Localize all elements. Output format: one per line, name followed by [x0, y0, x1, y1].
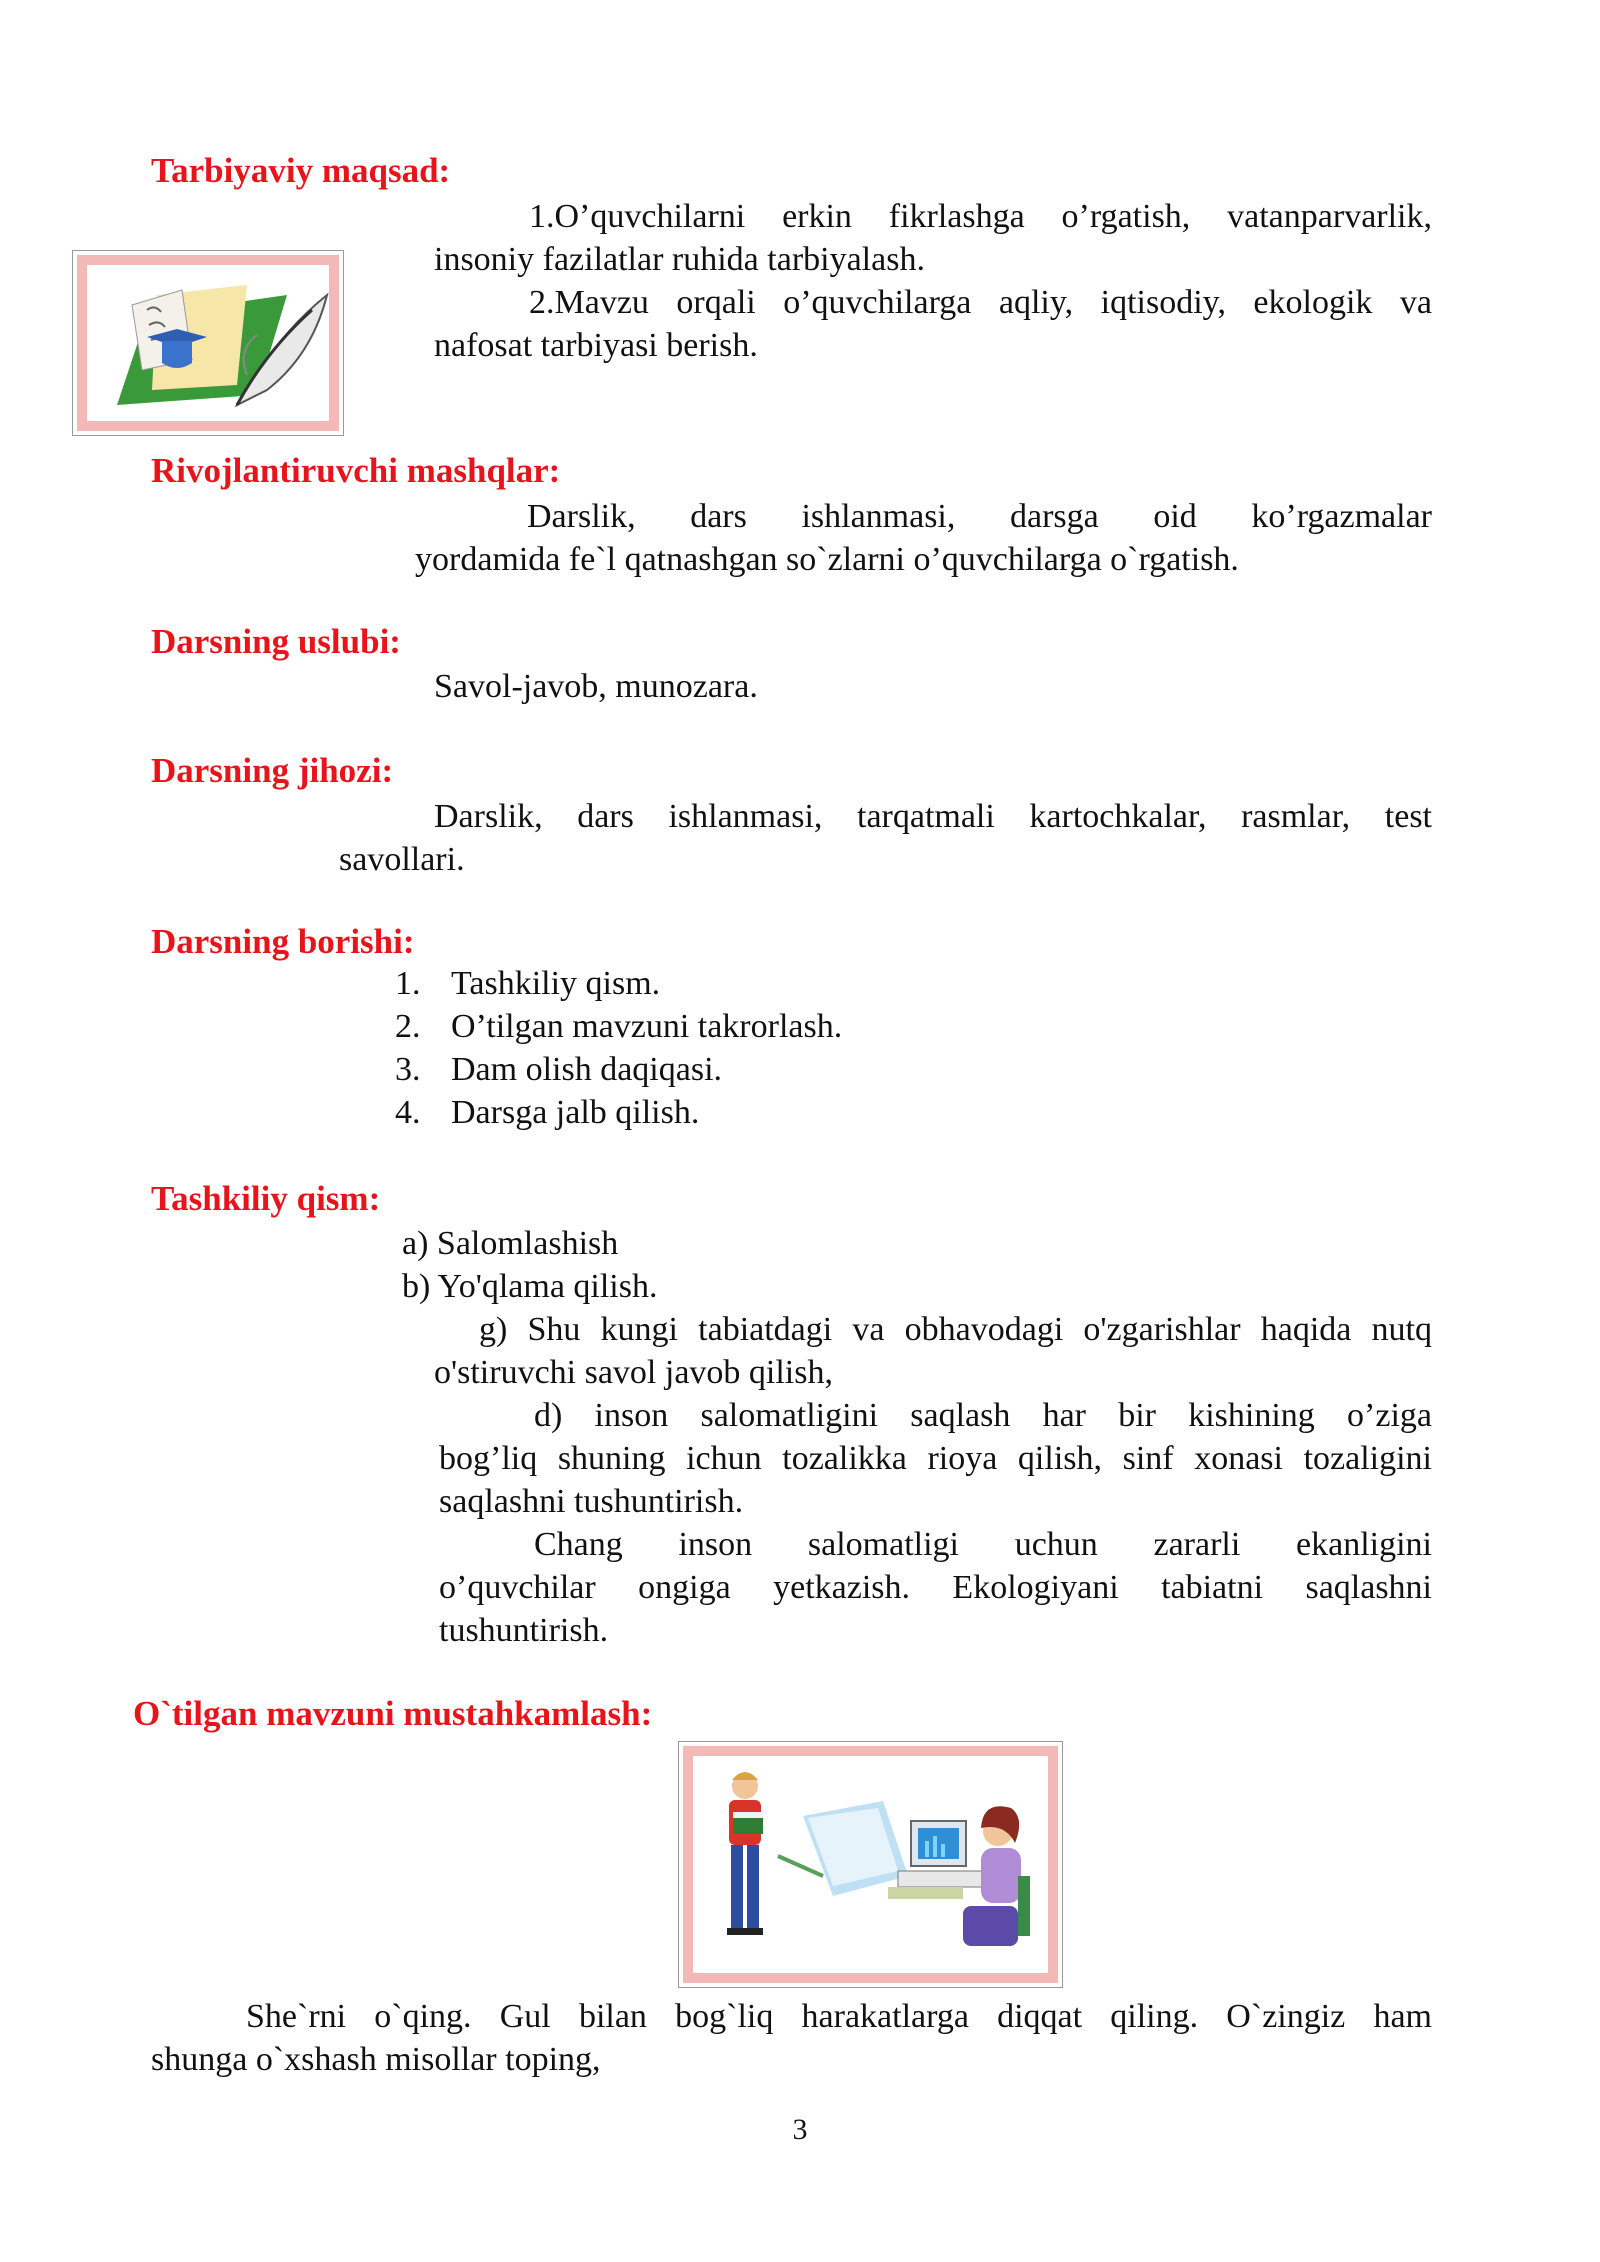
progress-item-4 [395, 1094, 699, 1132]
progress-item-3 [395, 1051, 722, 1089]
goal-paragraph [434, 195, 1432, 367]
page-number: 3 [792, 2113, 808, 2146]
reinforce-paragraph [151, 1995, 1432, 2081]
goal-line-2: insoniy fazilatlar ruhida tarbiyalash. [434, 241, 925, 278]
developing-line-1: Darslik, dars ishlanmasi, darsga oid ko’rgazmalar [527, 498, 1432, 535]
goal-line-1: 1.O’quvchilarni erkin fikrlashga o’rgatish, vatanparvarlik, [529, 198, 1432, 235]
method-text: Savol-javob, munozara. [434, 668, 758, 705]
org-item-d-line-3: saqlashni tushuntirish. [439, 1483, 744, 1520]
org-item-g [434, 1308, 1432, 1394]
heading-equipment: Darsning jihozi: [151, 751, 394, 790]
org-chang-paragraph [439, 1523, 1432, 1652]
goal-line-4: nafosat tarbiyasi berish. [434, 327, 758, 364]
progress-item-1 [395, 965, 660, 1003]
org-item-d-line-1: d) inson salomatligini saqlash har bir kishining o’ziga [534, 1397, 1432, 1434]
org-item-b: b) Yo'qlama qilish. [402, 1268, 658, 1305]
reinforce-line-2: shunga o`xshash misollar toping, [151, 2041, 601, 2078]
org-item-a: a) Salomlashish [402, 1225, 619, 1262]
developing-paragraph [415, 495, 1432, 581]
heading-reinforce: O`tilgan mavzuni mustahkamlash: [133, 1694, 653, 1733]
progress-item-4-text: Darsga jalb qilish. [451, 1094, 700, 1131]
equipment-line-1: Darslik, dars ishlanmasi, tarqatmali kartochkalar, rasmlar, test [434, 798, 1432, 835]
org-chang-line-3: tushuntirish. [439, 1612, 609, 1649]
heading-developing: Rivojlantiruvchi mashqlar: [151, 451, 561, 490]
developing-line-2: yordamida fe`l qatnashgan so`zlarni o’quvchilarga o`rgatish. [415, 541, 1239, 578]
education-clipart-icon [72, 250, 344, 436]
heading-goal: Tarbiyaviy maqsad: [151, 151, 451, 190]
progress-item-2-text: O’tilgan mavzuni takrorlash. [451, 1008, 843, 1045]
equipment-paragraph [339, 795, 1432, 881]
org-item-g-line-2: o'stiruvchi savol javob qilish, [434, 1354, 833, 1391]
heading-progress: Darsning borishi: [151, 922, 415, 961]
heading-organizational: Tashkiliy qism: [151, 1179, 381, 1218]
org-item-d [439, 1394, 1432, 1523]
org-item-d-line-2: bog’liq shuning ichun tozalikka rioya qilish, sinf xonasi tozaligini [439, 1440, 1432, 1477]
progress-item-3-text: Dam olish daqiqasi. [451, 1051, 723, 1088]
equipment-line-2: savollari. [339, 841, 465, 878]
students-computer-clipart-icon [678, 1741, 1063, 1988]
progress-item-1-text: Tashkiliy qism. [451, 965, 661, 1002]
heading-method: Darsning uslubi: [151, 622, 401, 661]
progress-item-3-num: 3. [395, 1051, 421, 1088]
reinforce-line-1: She`rni o`qing. Gul bilan bog`liq harakatlarga diqqat qiling. O`zingiz ham [246, 1998, 1432, 2035]
progress-item-4-num: 4. [395, 1094, 421, 1131]
progress-item-2 [395, 1008, 842, 1046]
progress-item-1-num: 1. [395, 965, 421, 1002]
progress-item-2-num: 2. [395, 1008, 421, 1045]
org-chang-line-2: o’quvchilar ongiga yetkazish. Ekologiyani tabiatni saqlashni [439, 1569, 1432, 1606]
org-item-g-line-1: g) Shu kungi tabiatdagi va obhavodagi o'zgarishlar haqida nutq [479, 1311, 1432, 1348]
org-chang-line-1: Chang inson salomatligi uchun zararli ekanligini [534, 1526, 1432, 1563]
goal-line-3: 2.Mavzu orqali o’quvchilarga aqliy, iqtisodiy, ekologik va [529, 284, 1432, 321]
